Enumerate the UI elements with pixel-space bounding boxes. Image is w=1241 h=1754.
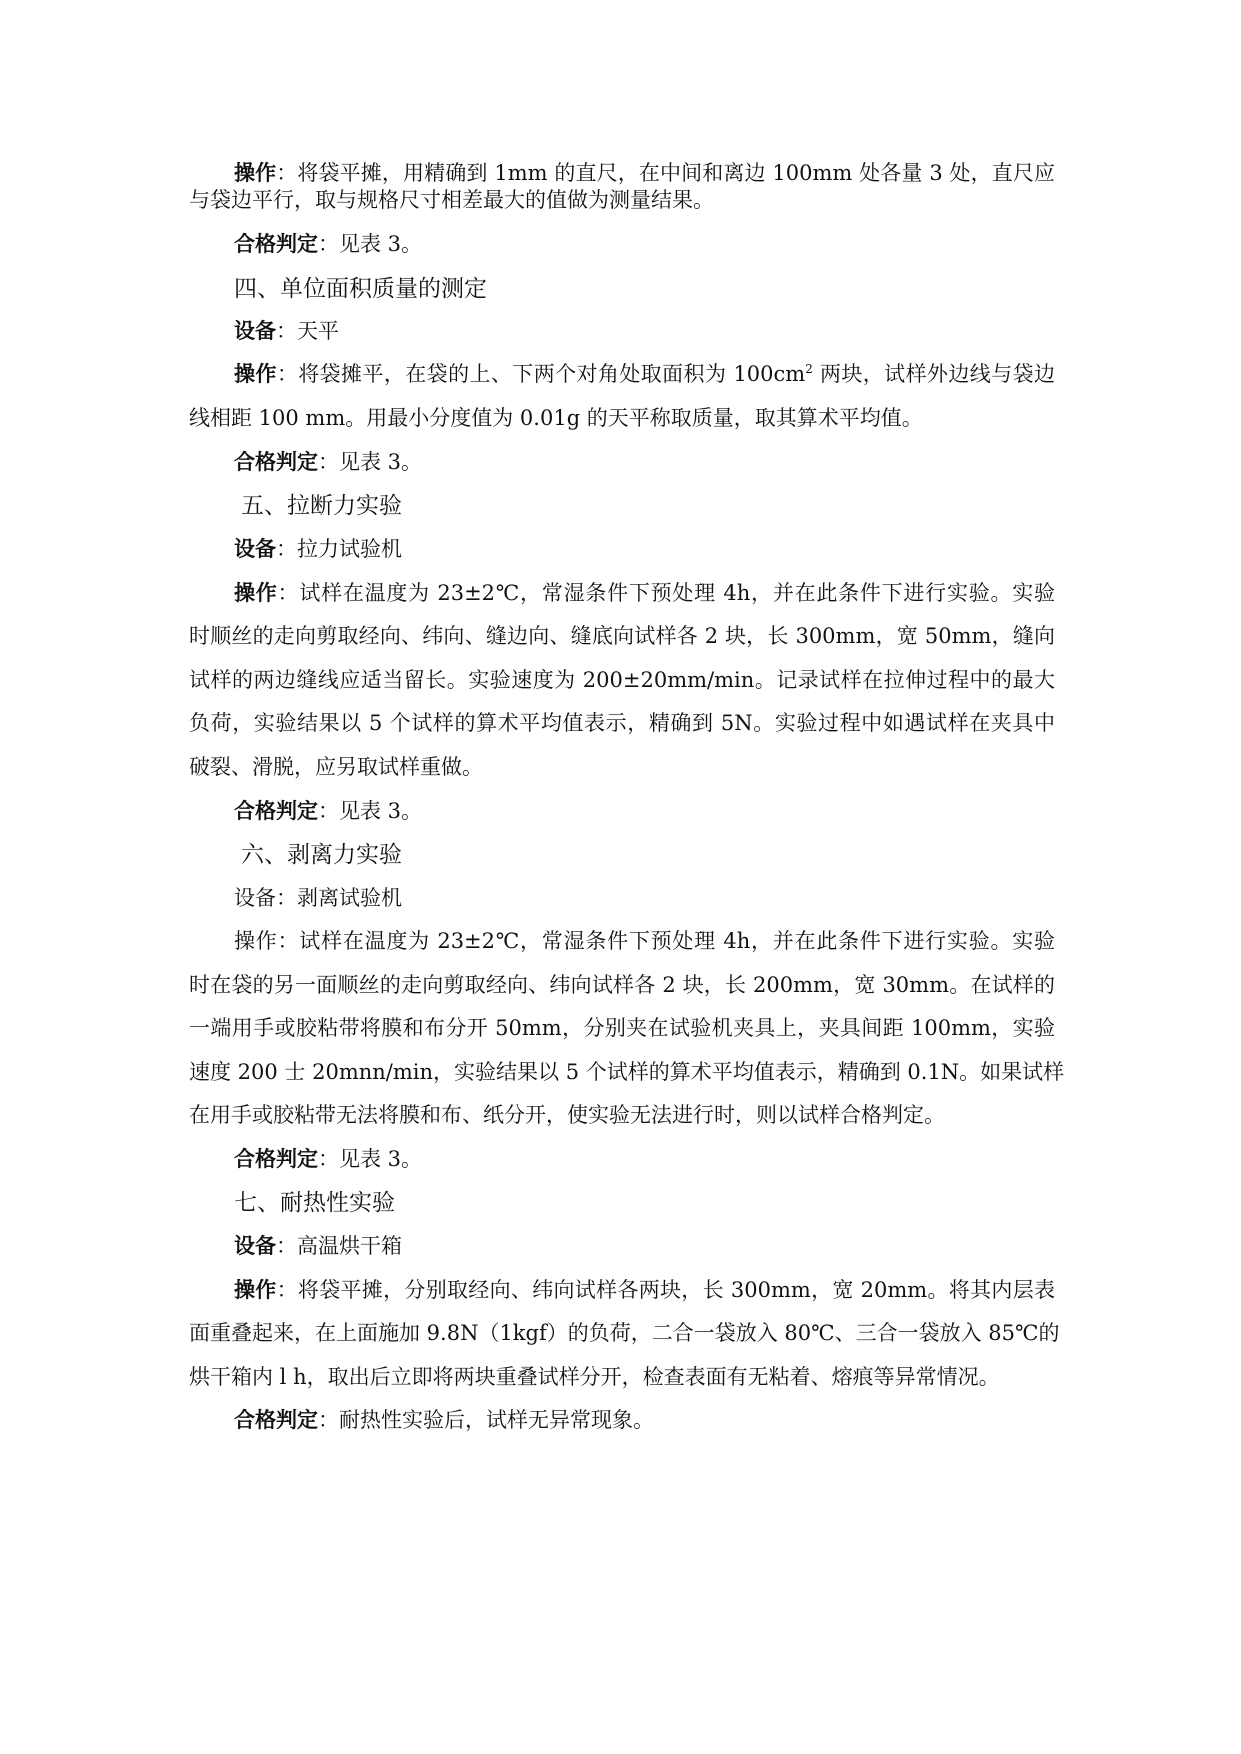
judgement-label: 合格判定 [234, 232, 318, 256]
sec3-judgement: 合格判定：见表 3。 [234, 232, 423, 256]
sec7-judgement: 合格判定：耐热性实验后，试样无异常现象。 [234, 1408, 654, 1432]
sec7-operation-line-2: 面重叠起来，在上面施加 9.8N（1kgf）的负荷，二合一袋放入 80℃、三合一袋放入 85℃的 [189, 1321, 1060, 1345]
sec6-operation-line-4: 速度 200 士 20mnn/min，实验结果以 5 个试样的算术平均值表示，精确到 0.1N。如果试样 [189, 1060, 1065, 1084]
sec6-equipment: 设备：剥离试验机 [234, 886, 402, 910]
judgement-label: 合格判定 [234, 1147, 318, 1171]
judgement-label: 合格判定 [234, 1408, 318, 1432]
sec7-heading: 七、耐热性实验 [234, 1190, 395, 1216]
sec3-operation-line-1: 操作：将袋平摊，用精确到 1mm 的直尺，在中间和离边 100mm 处各量 3 处，直尺应 [234, 161, 1055, 185]
equipment-label: 设备 [234, 1234, 276, 1258]
sec5-operation-line-1: 操作：试样在温度为 23±2℃，常湿条件下预处理 4h，并在此条件下进行实验。实验 [234, 581, 1056, 605]
judgement-label: 合格判定 [234, 799, 318, 823]
sec5-operation-line-2: 时顺丝的走向剪取经向、纬向、缝边向、缝底向试样各 2 块，长 300mm，宽 50mm，缝向 [189, 624, 1055, 648]
sec5-judgement: 合格判定：见表 3。 [234, 799, 423, 823]
judgement-label: 合格判定 [234, 450, 318, 474]
operation-label: 操作 [234, 1278, 277, 1302]
operation-label: 操作 [234, 161, 277, 185]
sec4-heading: 四、单位面积质量的测定 [234, 276, 487, 302]
sec7-equipment: 设备：高温烘干箱 [234, 1234, 402, 1258]
sec6-heading: 六、剥离力实验 [241, 842, 402, 868]
sec4-operation-line-2: 线相距 100 mm。用最小分度值为 0.01g 的天平称取质量，取其算术平均值。 [189, 406, 923, 430]
operation-label: 操作 [234, 362, 277, 386]
equipment-label: 设备 [234, 537, 276, 561]
sec3-operation-line-2: 与袋边平行，取与规格尺寸相差最大的值做为测量结果。 [189, 188, 714, 212]
sec5-operation-line-3: 试样的两边缝线应适当留长。实验速度为 200±20mm/min。记录试样在拉伸过程中的最大 [189, 668, 1055, 692]
sec7-operation-line-3: 烘干箱内 l h，取出后立即将两块重叠试样分开，检查表面有无粘着、熔痕等异常情况。 [189, 1365, 1000, 1389]
sec6-operation-line-5: 在用手或胶粘带无法将膜和布、纸分开，使实验无法进行时，则以试样合格判定。 [189, 1103, 945, 1127]
sec5-operation-line-5: 破裂、滑脱，应另取试样重做。 [189, 755, 483, 779]
sec6-judgement: 合格判定：见表 3。 [234, 1147, 423, 1171]
sec4-judgement: 合格判定：见表 3。 [234, 450, 423, 474]
sec7-operation-line-1: 操作：将袋平摊，分别取经向、纬向试样各两块，长 300mm，宽 20mm。将其内层表 [234, 1278, 1056, 1302]
operation-label: 操作 [234, 581, 278, 605]
sec5-heading: 五、拉断力实验 [241, 493, 402, 519]
sec5-operation-line-4: 负荷，实验结果以 5 个试样的算术平均值表示，精确到 5N。实验过程中如遇试样在夹具中 [189, 711, 1055, 735]
sec5-equipment: 设备：拉力试验机 [234, 537, 402, 561]
sec6-operation-line-2: 时在袋的另一面顺丝的走向剪取经向、纬向试样各 2 块，长 200mm，宽 30mm。在试样的 [189, 973, 1055, 997]
sec6-operation-line-1: 操作：试样在温度为 23±2℃，常湿条件下预处理 4h，并在此条件下进行实验。实验 [234, 929, 1055, 953]
equipment-label: 设备 [234, 319, 276, 343]
sec4-equipment: 设备：天平 [234, 319, 339, 343]
sec4-operation-line-1: 操作：将袋摊平，在袋的上、下两个对角处取面积为 $100cm^2$ 两块，试样外边线与袋边 [234, 362, 1056, 386]
sec6-operation-line-3: 一端用手或胶粘带将膜和布分开 50mm，分别夹在试验机夹具上，夹具间距 100mm，实验 [189, 1016, 1055, 1040]
